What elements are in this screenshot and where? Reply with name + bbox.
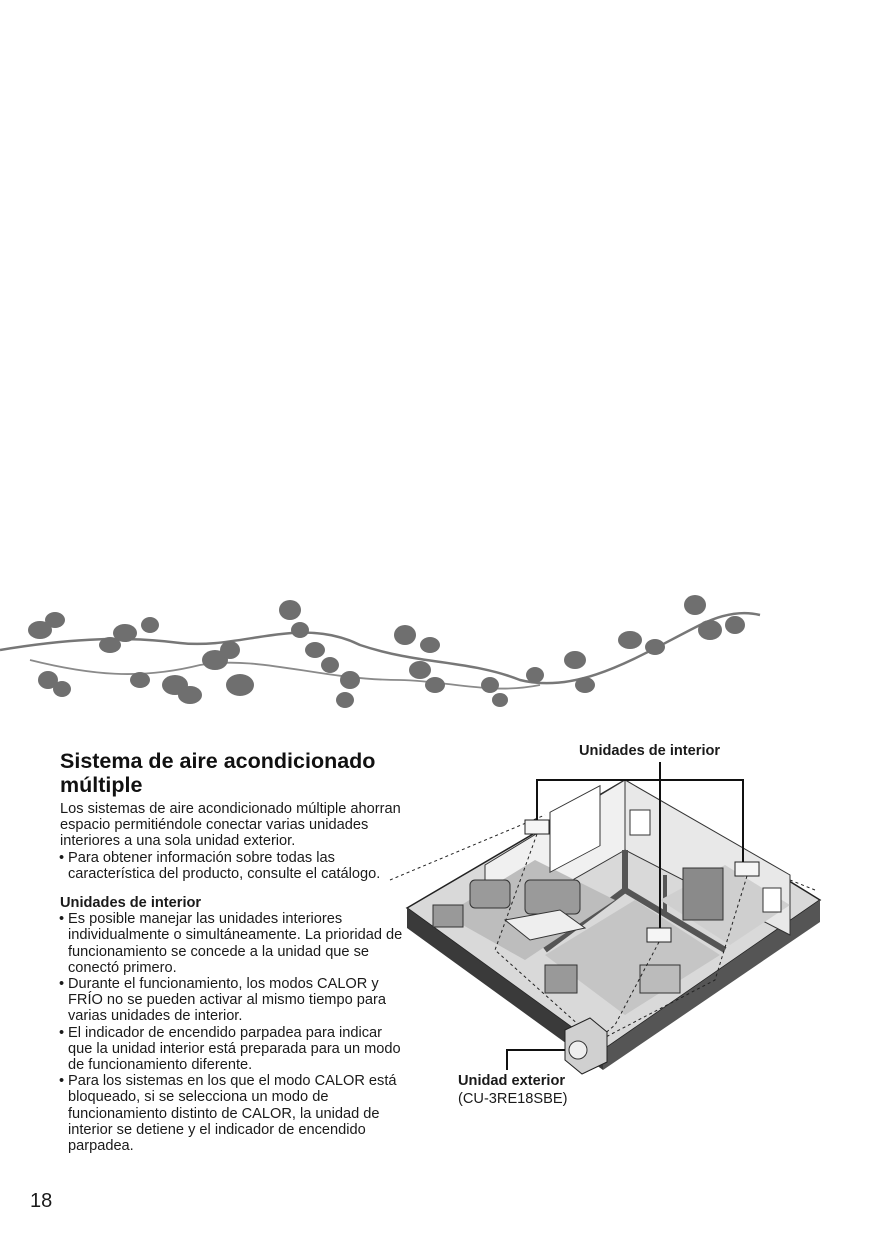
intro-bullet-list bbox=[60, 850, 405, 882]
decorative-vine-illustration bbox=[0, 585, 875, 725]
section-title: Sistema de aire acondicionado múltiple bbox=[60, 749, 376, 797]
indoor-bullet: • Para los sistemas en los que el modo CALOR está bloqueado, si se selecciona un modo de funcionamiento distinto de CALOR, la unidad de interior se detiene y el indicador de encendido parpadea. bbox=[60, 1073, 405, 1154]
indoor-bullet: • El indicador de encendido parpadea para indicar que la unidad interior está preparada para un modo de funcionamiento diferente. bbox=[60, 1025, 405, 1074]
page-number: 18 bbox=[30, 1190, 53, 1212]
intro-paragraph: Los sistemas de aire acondicionado múltiple ahorran espacio permitiéndole conectar varias unidades interiores a una sola unidad exterior. bbox=[60, 801, 401, 850]
indoor-heading: Unidades de interior bbox=[60, 895, 202, 912]
text-column bbox=[60, 749, 405, 1154]
intro-bullet: • Para obtener información sobre todas las característica del producto, consulte el catálogo. bbox=[60, 850, 405, 882]
indoor-units-label: Unidades de interior bbox=[579, 743, 721, 759]
indoor-bullet-list bbox=[60, 911, 405, 1154]
indoor-bullet: • Es posible manejar las unidades interiores individualmente o simultáneamente. La prioridad de funcionamiento se concede a la unidad que se conectó primero. bbox=[60, 911, 405, 976]
outdoor-model-label: (CU-3RE18SBE) bbox=[458, 1091, 568, 1107]
multi-split-house-illustration bbox=[385, 740, 835, 1110]
outdoor-unit-label: Unidad exterior bbox=[458, 1073, 566, 1089]
indoor-bullet: • Durante el funcionamiento, los modos CALOR y FRÍO no se pueden activar al mismo tiempo para varias unidades de interior. bbox=[60, 976, 405, 1025]
